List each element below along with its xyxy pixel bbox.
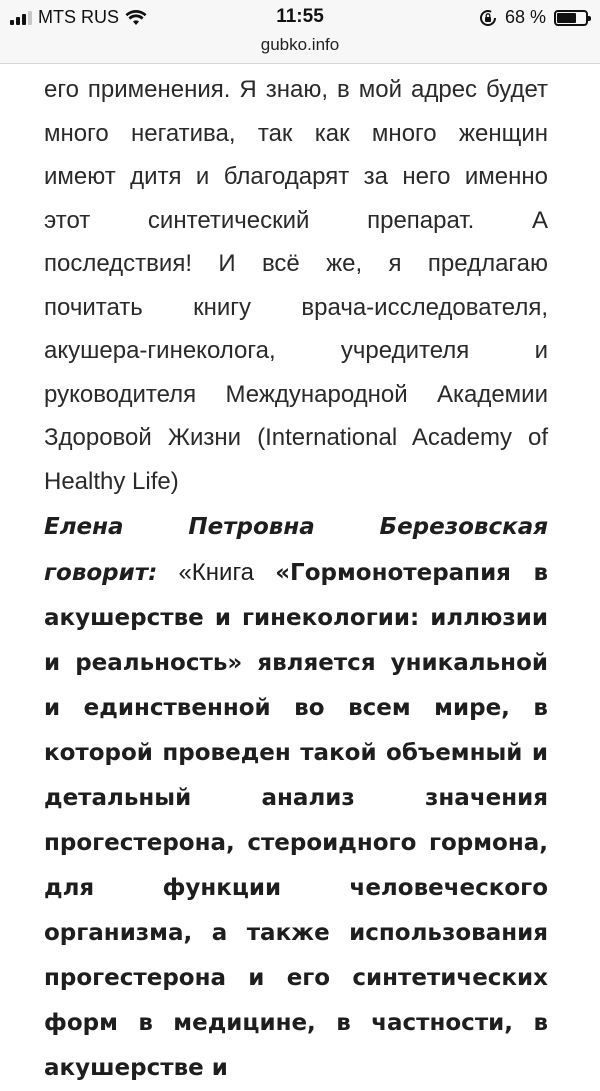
status-bar [0, 0, 600, 34]
rotation-lock-icon [479, 9, 497, 27]
carrier-name: MTS RUS [38, 7, 119, 27]
address-bar[interactable] [0, 34, 600, 64]
quote-paragraph [44, 505, 548, 1091]
battery-fill [557, 13, 576, 23]
book-title: «Гормонотерапия в акушерстве и гинекологии: иллюзии и реальность» [44, 560, 549, 676]
article-content [44, 68, 548, 1091]
status-right [479, 7, 588, 28]
book-description: является уникальной и единственной во всем мире, в которой проведен такой объемный и детальный анализ значения прогестерона, стероидного гормона, для функции человеческого организма, а также использования прогестерона и его синтетических форм в медицине, в частности, в акушерстве и [44, 650, 548, 1081]
status-time: 11:55 [276, 6, 324, 27]
battery-icon [554, 10, 588, 26]
quote-intro: «Книга [157, 559, 276, 586]
article-paragraph: его применения. Я знаю, в мой адрес будет много негатива, так как много женщин имеют дитя и благодарят за него именно этот синтетический препарат. А последствия! И всё же, я предлагаю почитать книгу врача-исследователя, акушера-гинеколога, учредителя и руководителя Международной Академии Здоровой Жизни (International Academy of Healthy Life) [44, 76, 548, 495]
url-text[interactable]: gubko.info [260, 35, 340, 54]
speaker-name: Елена Петровна Березовская говорит: [44, 514, 548, 586]
battery-percent: 68 % [504, 7, 546, 27]
